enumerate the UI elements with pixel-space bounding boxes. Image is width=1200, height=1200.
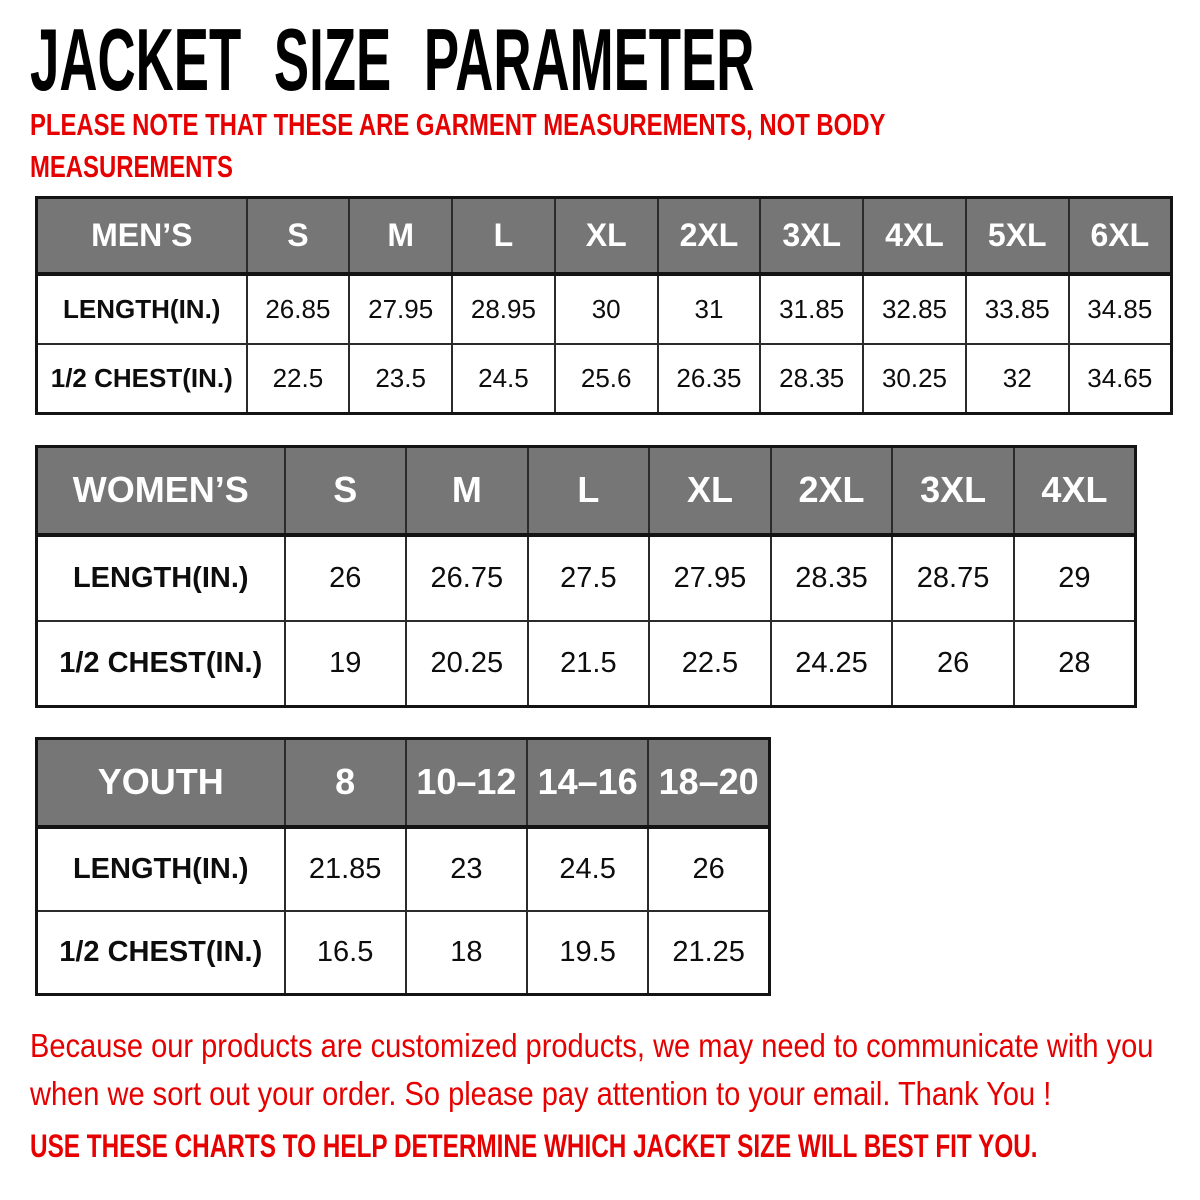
value-cell: 23.5 xyxy=(349,344,452,414)
size-header-cell: 3XL xyxy=(892,447,1014,535)
mens-size-table xyxy=(35,196,1173,415)
row-label-cell: LENGTH(IN.) xyxy=(37,535,285,621)
row-label-cell: LENGTH(IN.) xyxy=(37,827,285,911)
row-label-cell: LENGTH(IN.) xyxy=(37,274,247,344)
size-header-cell: 18–20 xyxy=(648,739,769,827)
category-header-cell: MEN’S xyxy=(37,198,247,274)
value-cell: 28.35 xyxy=(760,344,863,414)
size-header-cell: S xyxy=(247,198,350,274)
value-cell: 23 xyxy=(406,827,527,911)
value-cell: 34.85 xyxy=(1069,274,1172,344)
value-cell: 32 xyxy=(966,344,1069,414)
measurement-row xyxy=(37,621,1136,707)
value-cell: 21.5 xyxy=(528,621,650,707)
value-cell: 32.85 xyxy=(863,274,966,344)
value-cell: 28 xyxy=(1014,621,1136,707)
value-cell: 33.85 xyxy=(966,274,1069,344)
value-cell: 34.65 xyxy=(1069,344,1172,414)
value-cell: 26 xyxy=(892,621,1014,707)
size-header-cell: 14–16 xyxy=(527,739,648,827)
value-cell: 26 xyxy=(285,535,407,621)
size-header-cell: M xyxy=(406,447,528,535)
page-title: JACKET SIZE PARAMETER xyxy=(30,10,755,109)
value-cell: 19.5 xyxy=(527,911,648,995)
size-header-cell: 4XL xyxy=(1014,447,1136,535)
fit-advice-line: USE THESE CHARTS TO HELP DETERMINE WHICH JACKET SIZE WILL BEST FIT YOU. xyxy=(30,1128,1038,1164)
size-header-cell: 8 xyxy=(285,739,406,827)
womens-size-table xyxy=(35,445,1137,708)
size-header-cell: 3XL xyxy=(760,198,863,274)
value-cell: 18 xyxy=(406,911,527,995)
value-cell: 26.35 xyxy=(658,344,761,414)
customization-notice xyxy=(30,1022,1153,1118)
value-cell: 31 xyxy=(658,274,761,344)
size-header-cell: 10–12 xyxy=(406,739,527,827)
size-header-cell: L xyxy=(528,447,650,535)
value-cell: 16.5 xyxy=(285,911,406,995)
size-header-row xyxy=(37,198,1172,274)
size-header-cell: XL xyxy=(555,198,658,274)
category-header-cell: WOMEN’S xyxy=(37,447,285,535)
value-cell: 26.85 xyxy=(247,274,350,344)
value-cell: 28.95 xyxy=(452,274,555,344)
value-cell: 25.6 xyxy=(555,344,658,414)
row-label-cell: 1/2 CHEST(IN.) xyxy=(37,344,247,414)
size-header-cell: 4XL xyxy=(863,198,966,274)
size-header-cell: 2XL xyxy=(771,447,893,535)
row-label-cell: 1/2 CHEST(IN.) xyxy=(37,621,285,707)
value-cell: 27.5 xyxy=(528,535,650,621)
value-cell: 27.95 xyxy=(649,535,771,621)
youth-size-table xyxy=(35,737,771,996)
value-cell: 24.5 xyxy=(527,827,648,911)
measurement-row xyxy=(37,911,770,995)
notice-line: when we sort out your order. So please pay attention to your email. Thank You ! xyxy=(30,1075,1052,1112)
size-header-row xyxy=(37,739,770,827)
note-line: MEASUREMENTS xyxy=(30,149,233,184)
value-cell: 29 xyxy=(1014,535,1136,621)
size-header-cell: L xyxy=(452,198,555,274)
value-cell: 21.85 xyxy=(285,827,406,911)
size-header-cell: S xyxy=(285,447,407,535)
size-header-cell: 5XL xyxy=(966,198,1069,274)
value-cell: 30 xyxy=(555,274,658,344)
notice-line: Because our products are customized products, we may need to communicate with you xyxy=(30,1027,1154,1064)
value-cell: 31.85 xyxy=(760,274,863,344)
size-header-cell: XL xyxy=(649,447,771,535)
value-cell: 19 xyxy=(285,621,407,707)
measurement-row xyxy=(37,274,1172,344)
value-cell: 22.5 xyxy=(649,621,771,707)
value-cell: 30.25 xyxy=(863,344,966,414)
row-label-cell: 1/2 CHEST(IN.) xyxy=(37,911,285,995)
value-cell: 24.25 xyxy=(771,621,893,707)
value-cell: 27.95 xyxy=(349,274,452,344)
size-header-cell: 6XL xyxy=(1069,198,1172,274)
size-header-cell: 2XL xyxy=(658,198,761,274)
value-cell: 20.25 xyxy=(406,621,528,707)
value-cell: 24.5 xyxy=(452,344,555,414)
value-cell: 26.75 xyxy=(406,535,528,621)
value-cell: 22.5 xyxy=(247,344,350,414)
value-cell: 26 xyxy=(648,827,769,911)
value-cell: 28.35 xyxy=(771,535,893,621)
size-header-cell: M xyxy=(349,198,452,274)
measurement-row xyxy=(37,344,1172,414)
note-line: PLEASE NOTE THAT THESE ARE GARMENT MEASUREMENTS, NOT BODY xyxy=(30,107,886,142)
value-cell: 28.75 xyxy=(892,535,1014,621)
category-header-cell: YOUTH xyxy=(37,739,285,827)
measurement-row xyxy=(37,827,770,911)
measurement-row xyxy=(37,535,1136,621)
size-header-row xyxy=(37,447,1136,535)
garment-measurement-note xyxy=(30,104,885,188)
value-cell: 21.25 xyxy=(648,911,769,995)
